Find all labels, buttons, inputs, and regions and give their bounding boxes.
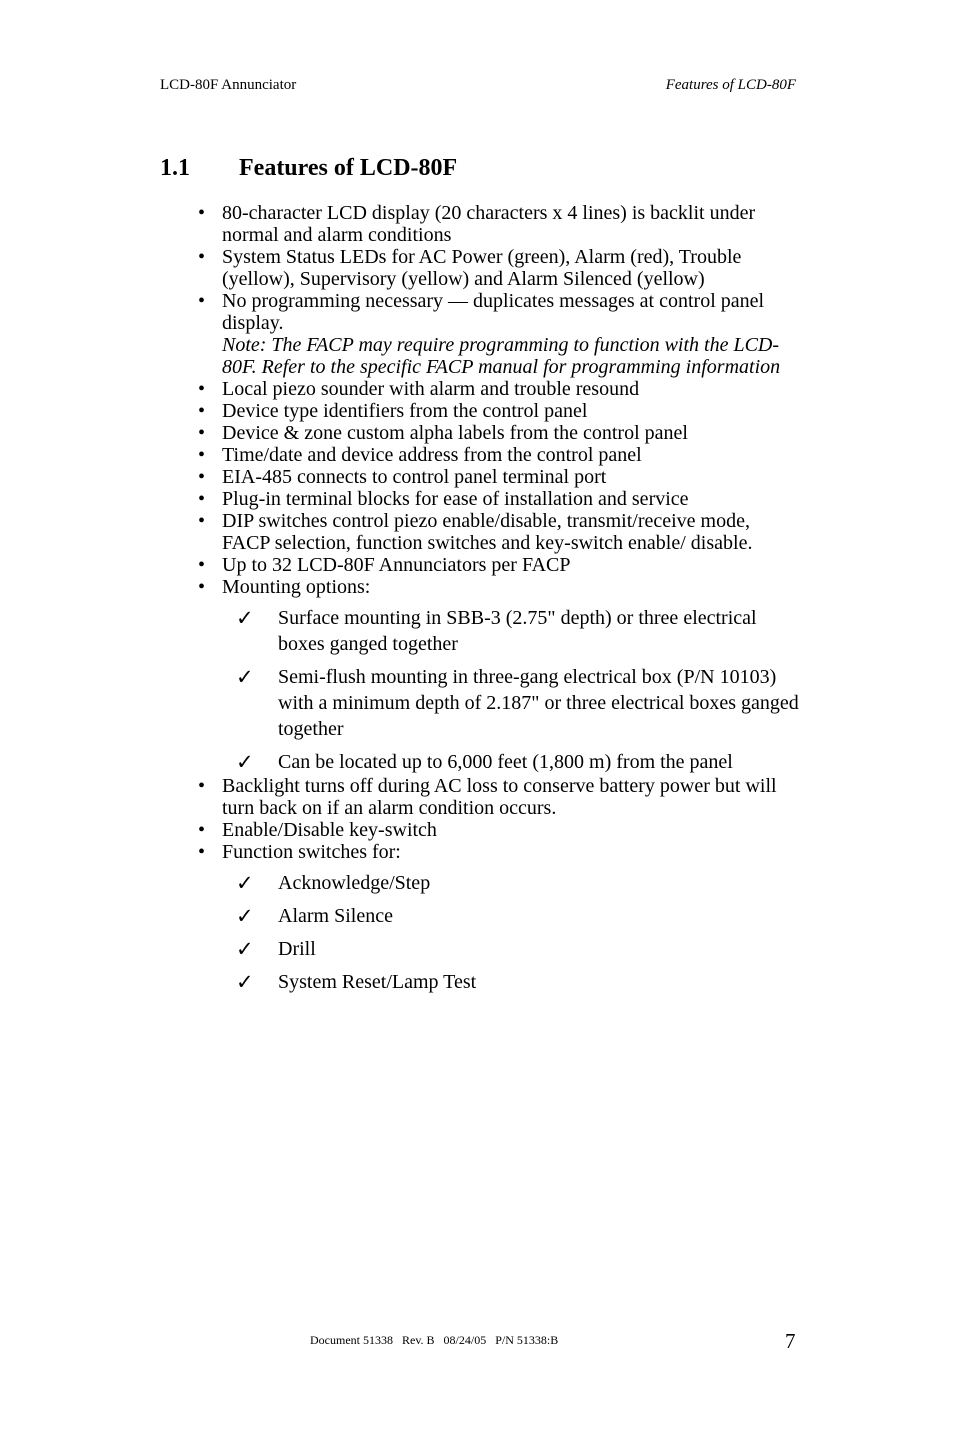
feature-item: • Enable/Disable key-switch: [198, 819, 802, 841]
section-number: 1.1: [160, 155, 190, 181]
feature-item: [198, 841, 802, 995]
feature-item: [198, 576, 802, 775]
feature-item: • Plug-in terminal blocks for ease of installation and service: [198, 488, 802, 510]
mounting-options-list: [236, 605, 802, 775]
function-switch: [236, 903, 802, 929]
feature-list: [198, 202, 802, 995]
document-footer: Document 51338 Rev. B 08/24/05 P/N 51338:B: [310, 1333, 559, 1347]
feature-item: • Local piezo sounder with alarm and trouble resound: [198, 378, 802, 400]
function-switch-text: System Reset/Lamp Test: [278, 971, 477, 993]
feature-item-text: No programming necessary — duplicates messages at control panel display.: [222, 290, 765, 334]
check-mark-icon: ✓: [236, 904, 254, 928]
check-mark-icon: ✓: [236, 937, 254, 961]
feature-item-text: Mounting options:: [222, 576, 371, 598]
check-mark-icon: ✓: [236, 750, 254, 774]
programming-note: Note: The FACP may require programming to function with the LCD-80F. Refer to the specific FACP manual for programming information: [222, 334, 781, 378]
mounting-option: [236, 749, 802, 775]
feature-item: • DIP switches control piezo enable/disable, transmit/receive mode, FACP selection, function switches and key-switch enable/ disable.: [198, 510, 802, 554]
function-switch: [236, 870, 802, 896]
header-document-title: LCD-80F Annunciator: [160, 77, 297, 93]
function-switch: [236, 936, 802, 962]
function-switch-text: Acknowledge/Step: [278, 872, 431, 894]
function-switch-text: Drill: [278, 938, 316, 960]
check-mark-icon: ✓: [236, 970, 254, 994]
function-switch: [236, 969, 802, 995]
feature-item: • Up to 32 LCD-80F Annunciators per FACP: [198, 554, 802, 576]
check-mark-icon: ✓: [236, 665, 254, 689]
feature-item: • Backlight turns off during AC loss to conserve battery power but will turn back on if an alarm condition occurs.: [198, 775, 802, 819]
page-number: 7: [785, 1329, 796, 1353]
feature-item: • EIA-485 connects to control panel terminal port: [198, 466, 802, 488]
function-switches-list: [236, 870, 802, 995]
feature-item-text: Function switches for:: [222, 841, 401, 863]
feature-item: • 80-character LCD display (20 characters x 4 lines) is backlit under normal and alarm conditions: [198, 202, 802, 246]
header-section-title: Features of LCD-80F: [665, 77, 796, 93]
check-mark-icon: ✓: [236, 871, 254, 895]
mounting-option-text: Semi-flush mounting in three-gang electrical box (P/N 10103) with a minimum depth of 2.187" or three electrical boxes ganged together: [278, 666, 799, 740]
mounting-option: [236, 664, 802, 742]
feature-item: • Device type identifiers from the control panel: [198, 400, 802, 422]
section-title: Features of LCD-80F: [239, 155, 458, 181]
feature-item: [198, 290, 802, 378]
feature-item: • Time/date and device address from the control panel: [198, 444, 802, 466]
mounting-option-text: Surface mounting in SBB-3 (2.75" depth) or three electrical boxes ganged together: [278, 607, 757, 655]
check-mark-icon: ✓: [236, 606, 254, 630]
mounting-option-text: Can be located up to 6,000 feet (1,800 m) from the panel: [278, 751, 733, 773]
function-switch-text: Alarm Silence: [278, 905, 393, 927]
mounting-option: [236, 605, 802, 657]
feature-item: • Device & zone custom alpha labels from the control panel: [198, 422, 802, 444]
feature-item: • System Status LEDs for AC Power (green), Alarm (red), Trouble (yellow), Supervisory (yellow) and Alarm Silenced (yellow): [198, 246, 802, 290]
